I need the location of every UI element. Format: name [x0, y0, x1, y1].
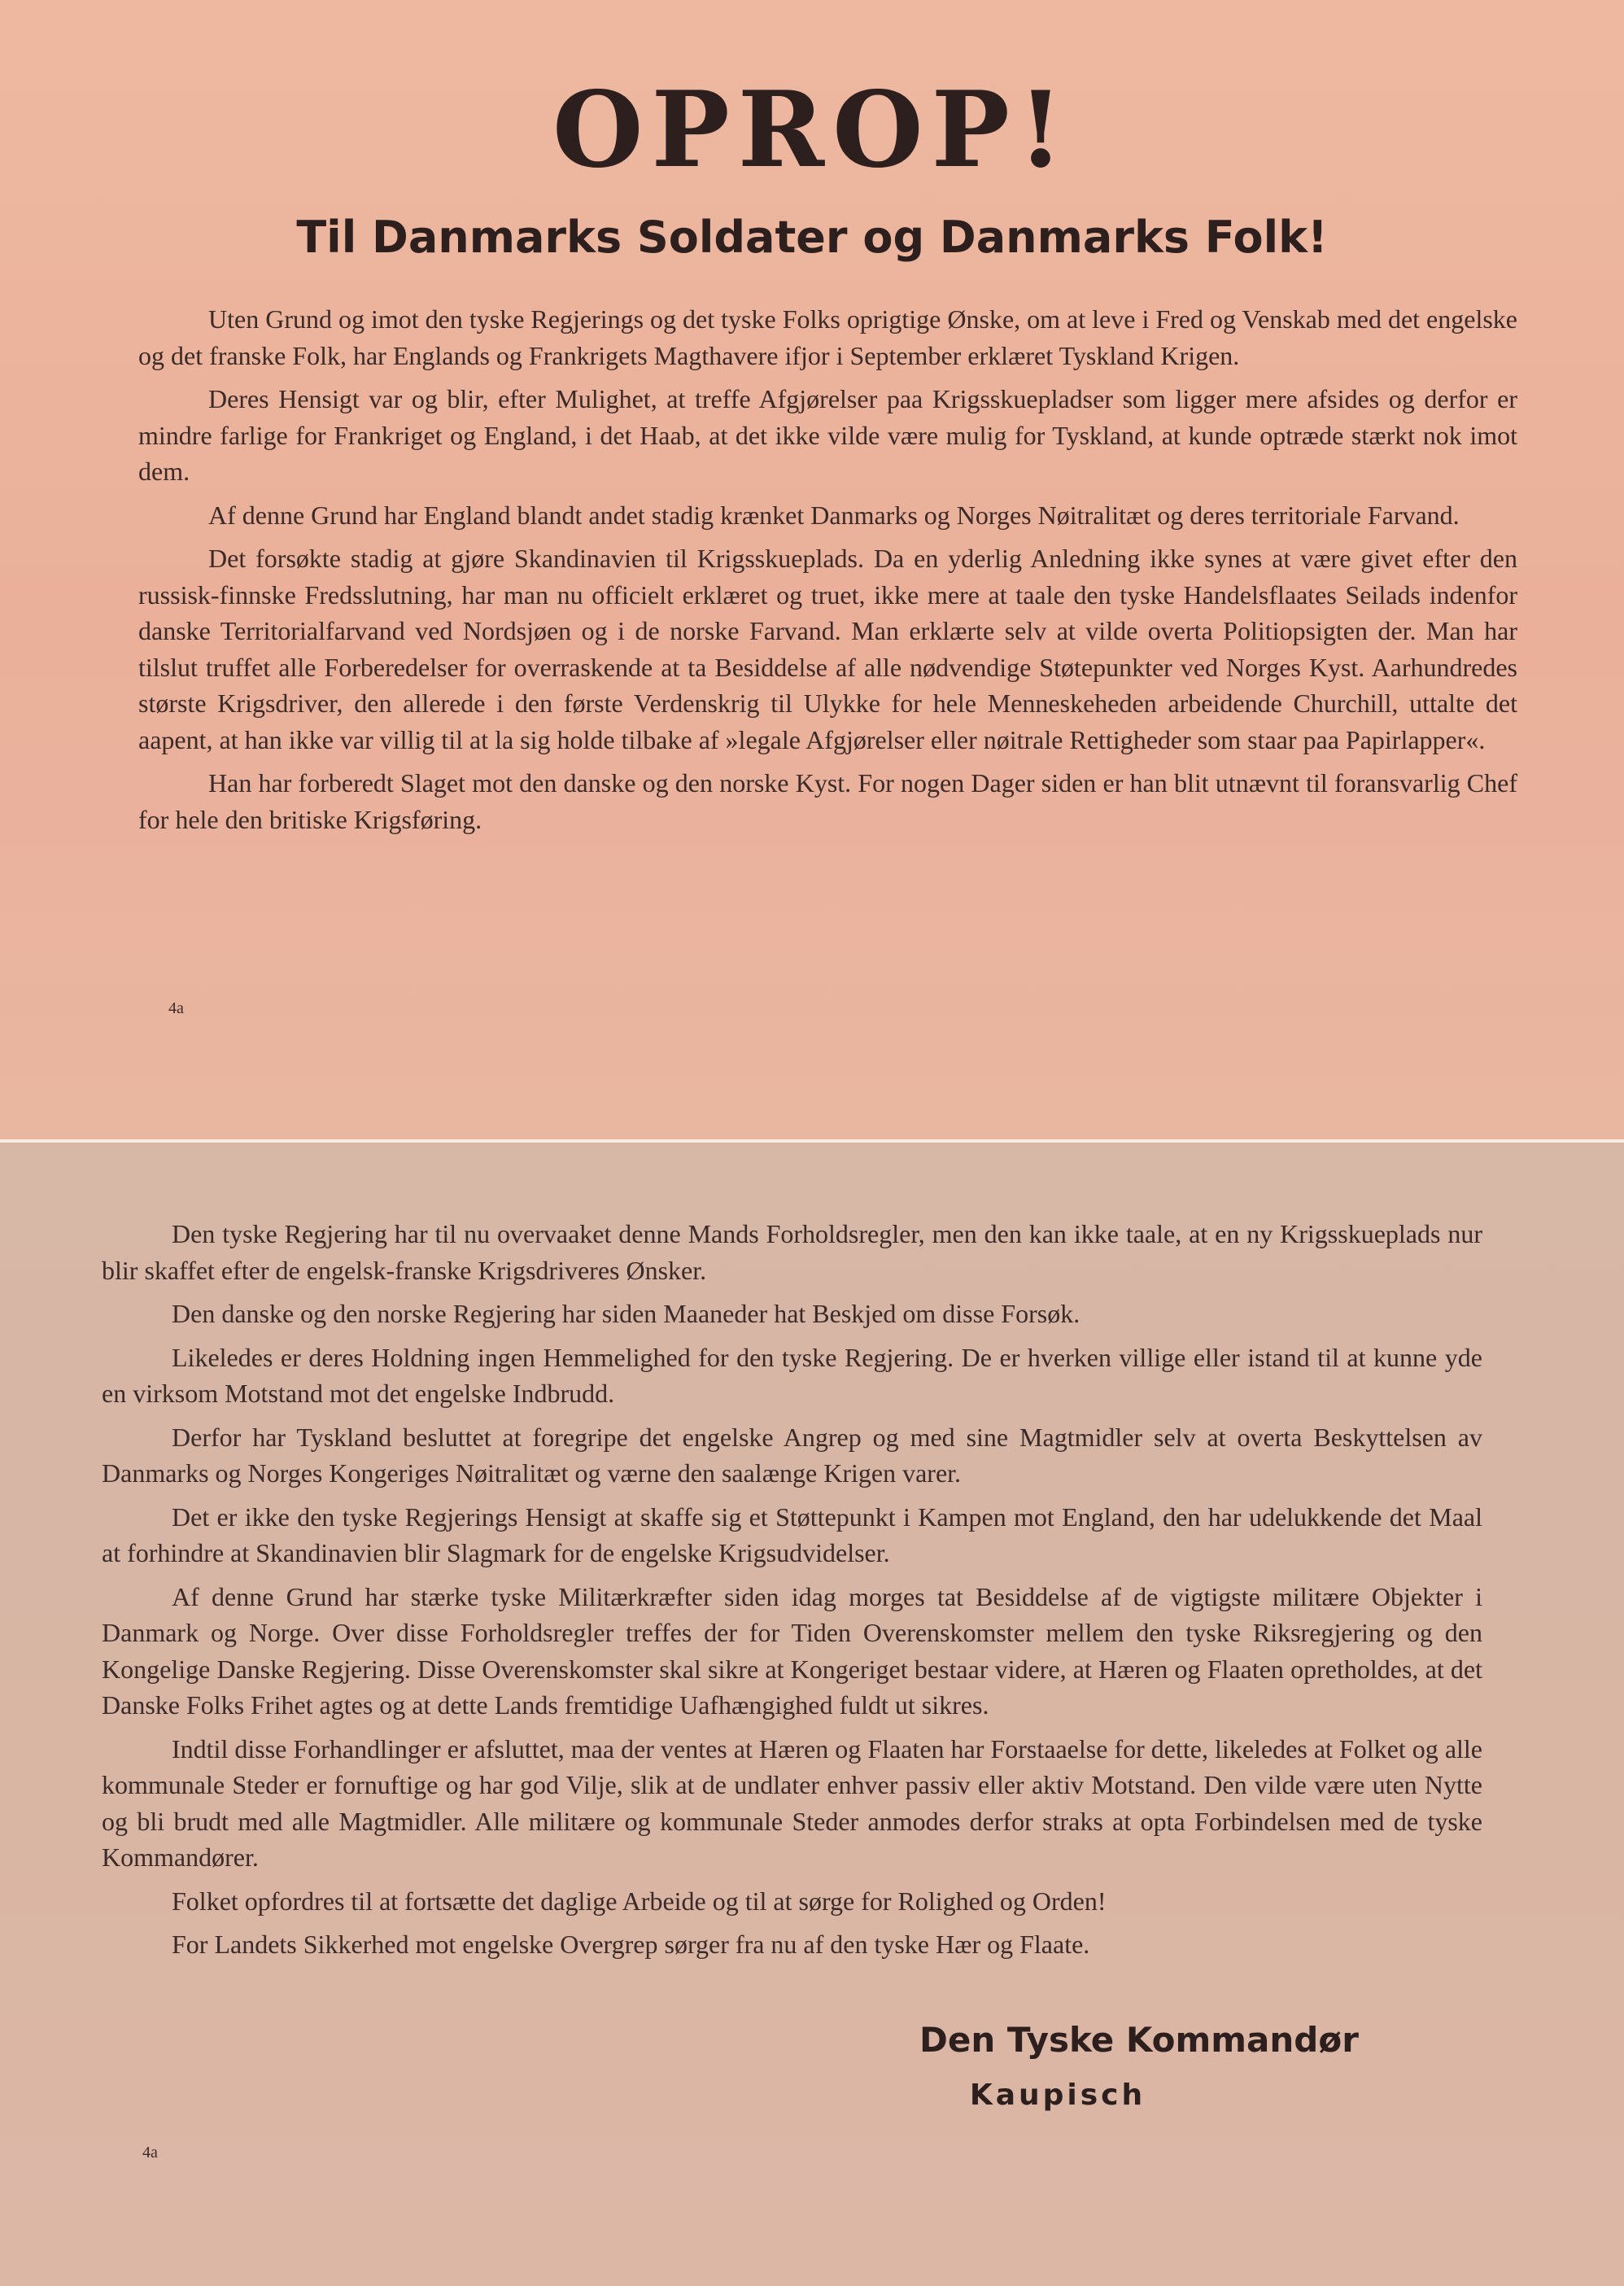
proclamation-page-1	[0, 0, 1624, 1139]
paragraph: Folket opfordres til at fortsætte det daglige Arbeide og til at sørge for Rolighed og Orden!	[172, 1886, 1107, 1916]
proclamation-page-2	[0, 1143, 1624, 2286]
page-number: 4a	[168, 999, 184, 1017]
proclamation-body-1	[138, 301, 1517, 845]
paragraph: Deres Hensigt var og blir, efter Mulighet, at treffe Afgjørelser paa Krigsskuepladser som ligger mere afsides og derfor er mindre farlige for Frankriget og England, i det Haab, at det ikke vilde være mulig for Tyskland, at kunde optræde stærkt nok imot dem.	[138, 384, 1517, 486]
paragraph: Han har forberedt Slaget mot den danske og den norske Kyst. For nogen Dager siden er han blit utnævnt til foransvarlig Chef for hele den britiske Krigsføring.	[138, 768, 1517, 834]
proclamation-title: OPROP!	[552, 69, 1072, 191]
page-number: 4a	[142, 2144, 158, 2161]
paragraph: For Landets Sikkerhed mot engelske Overgrep sørger fra nu af den tyske Hær og Flaate.	[172, 1930, 1090, 1959]
paragraph: Likeledes er deres Holdning ingen Hemmelighed for den tyske Regjering. De er hverken villige eller istand til at kunne yde en virksom Motstand mot det engelske Indbrudd.	[102, 1342, 1482, 1408]
paragraph: Den tyske Regjering har til nu overvaaket denne Mands Forholdsregler, men den kan ikke taale, at en ny Krigsskueplads nur blir skaffet efter de engelsk-franske Krigsdriveres Ønsker.	[102, 1219, 1482, 1285]
paragraph: Det er ikke den tyske Regjerings Hensigt at skaffe sig et Støttepunkt i Kampen mot England, den har udelukkende det Maal at forhindre at Skandinavien blir Slagmark for de engelske Krigsudvidelser.	[102, 1501, 1482, 1567]
paragraph: Uten Grund og imot den tyske Regjerings og det tyske Folks oprigtige Ønske, om at leve i Fred og Venskab med det engelske og det franske Folk, har Englands og Frankrigets Magthavere ifjor i September erklæret Tyskland Krigen.	[138, 304, 1517, 370]
paragraph: Af denne Grund har England blandt andet stadig krænket Danmarks og Norges Nøitralitæt og deres territoriale Farvand.	[208, 500, 1460, 530]
proclamation-body-2	[102, 1216, 1482, 1970]
signature-name: Kaupisch	[969, 2078, 1146, 2112]
paragraph: Indtil disse Forhandlinger er afsluttet, maa der ventes at Hæren og Flaaten har Forstaaelse for dette, likeledes at Folket og alle kommunale Steder er fornuftige og har god Vilje, slik at de undlater enhver passiv eller aktiv Motstand. Den vilde være uten Nytte og bli brudt med alle Magtmidler. Alle militære og kommunale Steder anmodes derfor straks at opta Forbindelsen med de tyske Kommandører.	[102, 1733, 1482, 1872]
proclamation-subtitle: Til Danmarks Soldater og Danmarks Folk!	[296, 212, 1328, 263]
signature-title: Den Tyske Kommandør	[919, 2020, 1359, 2060]
paragraph: Af denne Grund har stærke tyske Militærkræfter siden idag morges tat Besiddelse af de vigtigste militære Objekter i Danmark og Norge. Over disse Forholdsregler treffes der for Tiden Overenskomster mellem den tyske Riksregjering og den Kongelige Danske Regjering. Disse Overenskomster skal sikre at Kongeriget bestaar videre, at Hæren og Flaaten opretholdes, at det Danske Folks Frihet agtes og at dette Lands fremtidige Uafhængighed fuldt ut sikres.	[102, 1581, 1482, 1720]
paragraph: Den danske og den norske Regjering har siden Maaneder hat Beskjed om disse Forsøk.	[172, 1299, 1080, 1328]
paragraph: Det forsøkte stadig at gjøre Skandinavien til Krigsskueplads. Da en yderlig Anledning ikke synes at være givet efter den russisk-finnske Fredsslutning, har man nu officielt erklæret og truet, ikke mere at taale den tyske Handelsflaates Seilads indenfor danske Territorialfarvand ved Nordsjøen og i de norske Farvand. Man erklærte selv at vilde overta Politiopsigten der. Man har tilslut truffet alle Forberedelser for overraskende at ta Besiddelse af alle nødvendige Støtepunkter ved Norges Kyst. Aarhundredes største Krigsdriver, den allerede i den første Verdenskrig til Ulykke for hele Menneskeheden arbeidende Churchill, uttalte det aapent, at han ikke var villig til at la sig holde tilbake af »legale Afgjørelser eller nøitrale Rettigheder som staar paa Papirlapper«.	[138, 544, 1517, 754]
paragraph: Derfor har Tyskland besluttet at foregripe det engelske Angrep og med sine Magtmidler selv at overta Beskyttelsen av Danmarks og Norges Kongeriges Nøitralitæt og værne den saalænge Krigen varer.	[102, 1422, 1482, 1488]
